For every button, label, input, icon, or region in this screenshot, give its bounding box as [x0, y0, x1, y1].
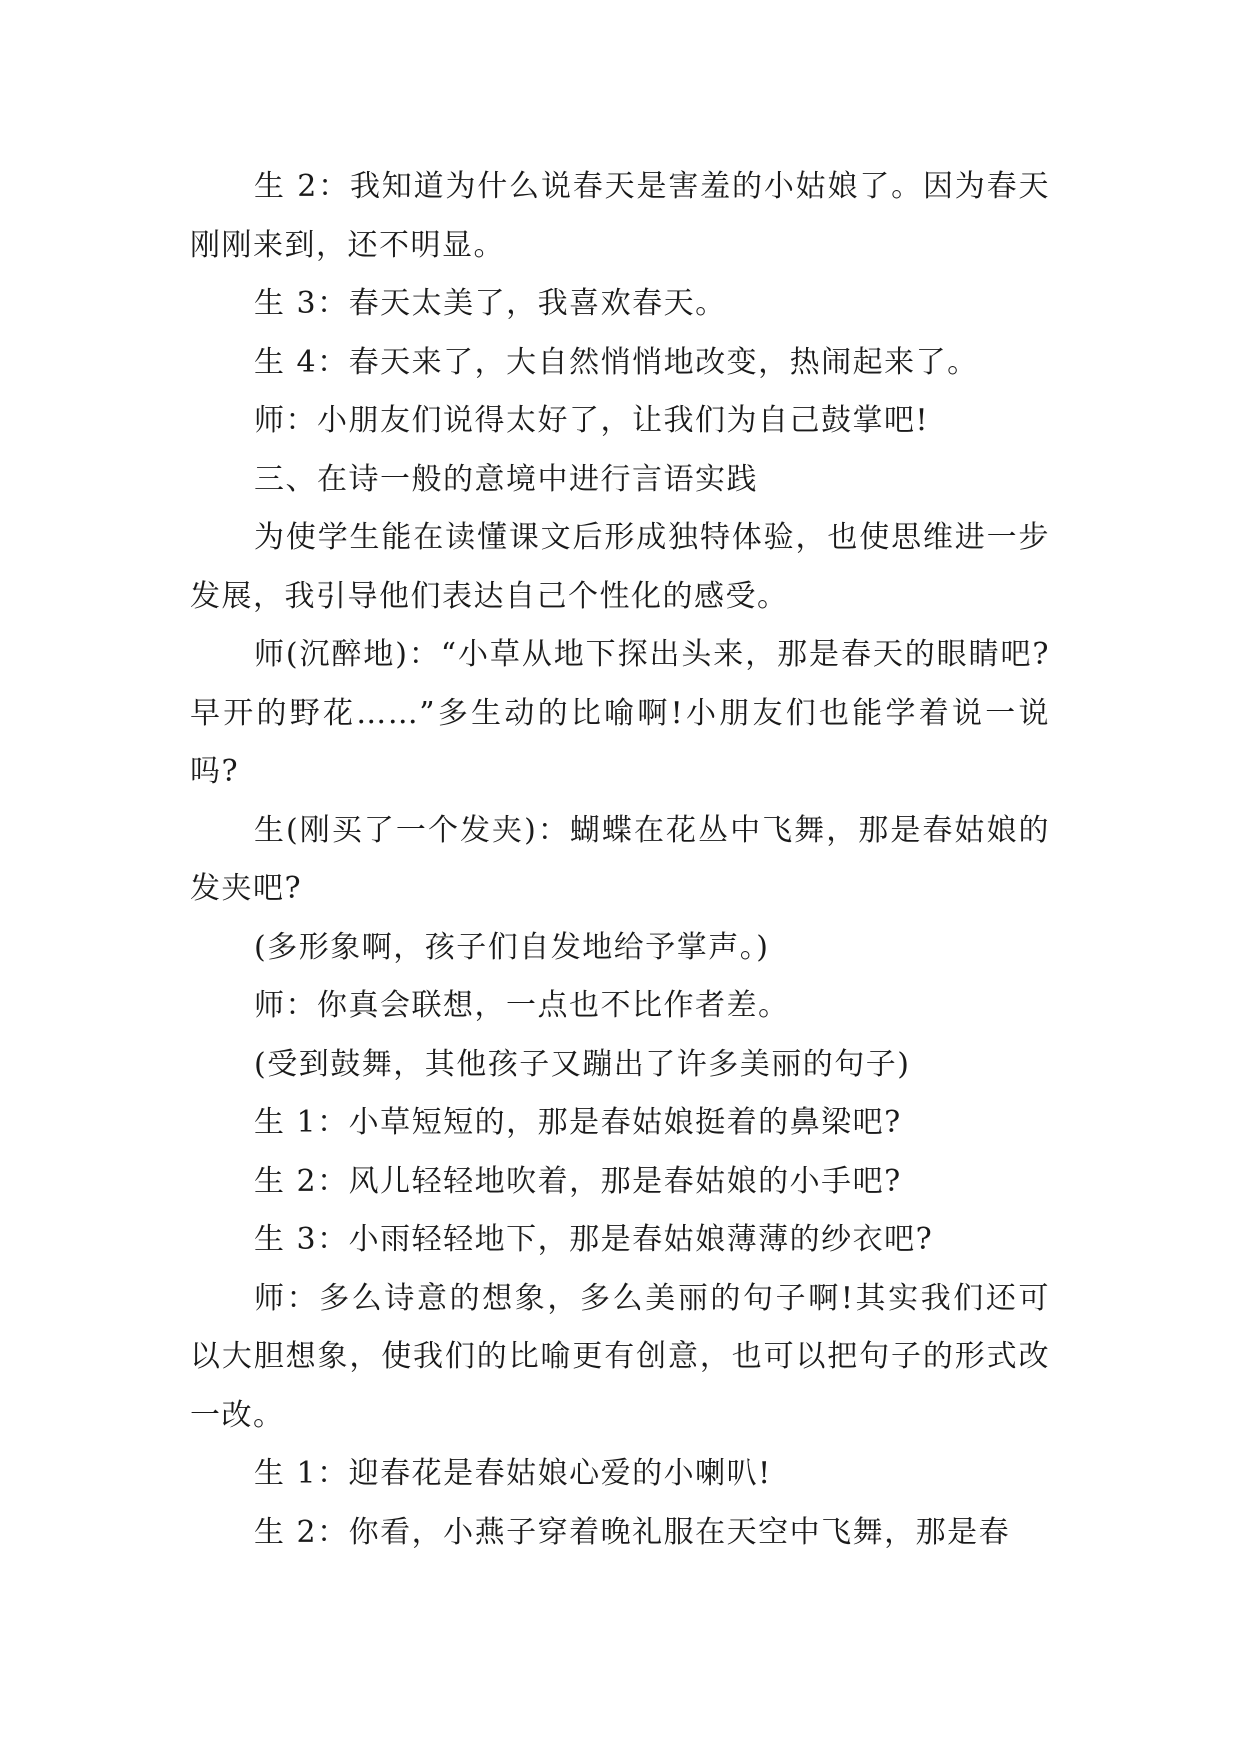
paragraph: 生 2：风儿轻轻地吹着，那是春姑娘的小手吧?	[254, 1163, 902, 1199]
paragraph: 生 2：我知道为什么说春天是害羞的小姑娘了。因为春天刚刚来到，还不明显。	[190, 169, 1050, 263]
paragraph: (多形象啊，孩子们自发地给予掌声。)	[254, 929, 770, 965]
paragraph: 师：小朋友们说得太好了，让我们为自己鼓掌吧!	[254, 403, 930, 438]
paragraph: 生 4：春天来了，大自然悄悄地改变，热闹起来了。	[254, 344, 979, 380]
paragraph: 生 3：春天太美了，我喜欢春天。	[254, 286, 727, 321]
paragraph: 生 2：你看，小燕子穿着晚礼服在天空中飞舞，那是春	[254, 1514, 1011, 1550]
paragraph: (受到鼓舞，其他孩子又蹦出了许多美丽的句子)	[254, 1046, 911, 1082]
paragraph: 师(沉醉地)：“小草从地下探出头来，那是春天的眼睛吧?早开的野花……”多生动的比喻啊!小朋友们也能学着说一说吗?	[190, 637, 1050, 789]
document-body	[190, 158, 1050, 1562]
paragraph: 为使学生能在读懂课文后形成独特体验，也使思维进一步发展，我引导他们表达自己个性化的感受。	[190, 520, 1050, 614]
paragraph: 师：你真会联想，一点也不比作者差。	[254, 988, 790, 1023]
paragraph: 生 3：小雨轻轻地下，那是春姑娘薄薄的纱衣吧?	[254, 1222, 934, 1257]
section-heading: 三、在诗一般的意境中进行言语实践	[254, 461, 758, 497]
paragraph: 师：多么诗意的想象，多么美丽的句子啊!其实我们还可以大胆想象，使我们的比喻更有创意，也可以把句子的形式改一改。	[190, 1280, 1050, 1433]
paragraph: 生 1：迎春花是春姑娘心爱的小喇叭!	[254, 1456, 772, 1491]
paragraph: 生 1：小草短短的，那是春姑娘挺着的鼻梁吧?	[254, 1105, 902, 1140]
paragraph: 生(刚买了一个发夹)：蝴蝶在花丛中飞舞，那是春姑娘的发夹吧?	[190, 812, 1050, 906]
